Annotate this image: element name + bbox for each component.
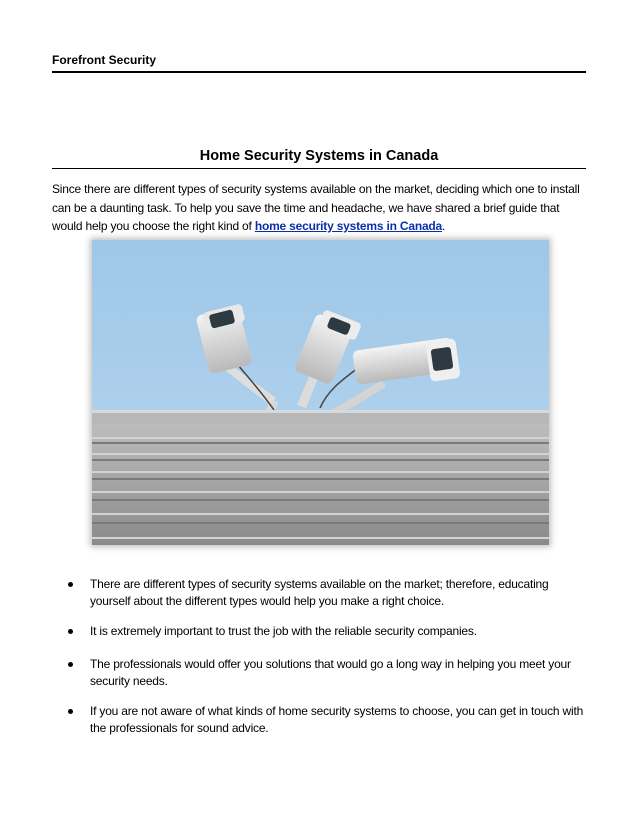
bullet-icon: [68, 709, 73, 714]
security-cameras-photo: [92, 240, 549, 545]
bullet-list: [62, 576, 588, 750]
intro-text-end: .: [442, 219, 446, 233]
list-item-text: There are different types of security systems available on the market; therefore, educating yourself about the different types would help you make a right choice.: [90, 577, 549, 608]
page-header: Forefront Security: [52, 53, 586, 73]
document-title: Home Security Systems in Canada: [52, 148, 586, 169]
bullet-icon: [68, 662, 73, 667]
list-item-text: It is extremely important to trust the job with the reliable security companies.: [90, 624, 477, 638]
list-item-text: The professionals would offer you solutions that would go a long way in helping you meet your security needs.: [90, 657, 571, 688]
home-security-link[interactable]: home security systems in Canada: [254, 219, 443, 233]
list-item: [62, 623, 588, 640]
intro-text: Since there are different types of security systems available on the market, deciding which one to install can be a daunting task. To help you save the time and headache, we have shared a brief guide that would help you choose the right kind of: [52, 182, 580, 233]
intro-paragraph: [52, 180, 592, 236]
bullet-icon: [68, 629, 73, 634]
list-item: [62, 576, 588, 610]
list-item: [62, 703, 588, 737]
bullet-icon: [68, 582, 73, 587]
list-item: [62, 656, 588, 690]
list-item-text: If you are not aware of what kinds of home security systems to choose, you can get in touch with the professionals for sound advice.: [90, 704, 584, 735]
